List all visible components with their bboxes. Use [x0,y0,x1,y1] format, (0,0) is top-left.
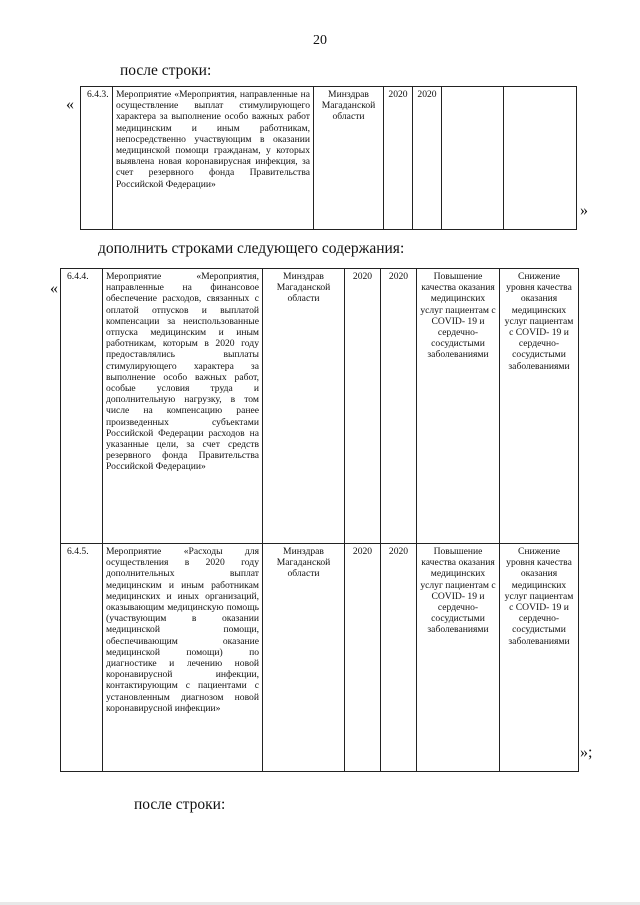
row-number: 6.4.5. [61,544,103,772]
row-result-1: Повышение качества оказания медицинских услуг пациентам с COVID- 19 и сердечно-сосудистыми заболеваниями [417,269,500,544]
row-end-year: 2020 [413,87,442,230]
row-result-1: Повышение качества оказания медицинских услуг пациентам с COVID- 19 и сердечно-сосудистыми заболеваниями [417,544,500,772]
row-end-year: 2020 [381,544,417,772]
row-executor: Минздрав Магаданской области [263,544,345,772]
row-number: 6.4.4. [61,269,103,544]
row-end-year: 2020 [381,269,417,544]
row-result-2 [504,87,577,230]
row-number: 6.4.3. [81,87,113,230]
row-description: Мероприятие «Мероприятия, направленные на осуществление выплат стимулирующего характера за выполнение особо важных работ медицинским и иным работникам, непосредственно участвующим в оказании медицинской помощи гражданам, у которых выявлена новая коронавирусная инфекция, за счет резервного фонда Правительства Российской Федерации» [113,87,314,230]
row-executor: Минздрав Магаданской области [314,87,384,230]
heading-after-row: после строки: [134,796,226,813]
row-start-year: 2020 [345,544,381,772]
heading-add-rows: дополнить строками следующего содержания: [98,240,405,257]
opening-quote: « [50,280,58,297]
row-result-1 [442,87,504,230]
row-executor: Минздрав Магаданской области [263,269,345,544]
opening-quote: « [66,96,74,113]
table-row [61,269,579,544]
row-start-year: 2020 [384,87,413,230]
closing-quote-semicolon: »; [580,744,593,761]
page-number: 20 [313,33,327,48]
table-row [81,87,577,230]
closing-quote: » [580,202,588,219]
table-existing-row [80,86,577,230]
row-description: Мероприятие «Расходы для осуществления в 2020 году дополнительных выплат медицинским и иным работникам медицинских и иных организаций, оказывающим медицинскую помощь (участвующим в оказании медицинской помощи, обеспечивающим оказание медицинской помощи) по диагностике и лечению новой коронавирусной инфекции, контактирующим с пациентами с установленным диагнозом новой коронавирусной инфекции» [103,544,263,772]
row-start-year: 2020 [345,269,381,544]
row-result-2: Снижение уровня качества оказания медицинских услуг пациентам с COVID- 19 и сердечно-сосудистыми заболеваниями [500,544,579,772]
heading-after-row: после строки: [120,62,212,79]
table-row [61,544,579,772]
row-description: Мероприятие «Мероприятия, направленные на финансовое обеспечение расходов, связанных с оплатой отпусков и выплатой компенсации за неиспользованные отпуска медицинским и иным работникам, которым в 2020 году предоставлялись выплаты стимулирующего характера за выполнение особо важных работ, особые условия труда и дополнительную нагрузку, в том числе на компенсацию ранее произведенных субъектами Российской Федерации расходов на указанные цели, за счет средств резервного фонда Правительства Российской Федерации» [103,269,263,544]
row-result-2: Снижение уровня качества оказания медицинских услуг пациентам с COVID- 19 и сердечно-сосудистыми заболеваниями [500,269,579,544]
table-new-rows [60,268,579,772]
